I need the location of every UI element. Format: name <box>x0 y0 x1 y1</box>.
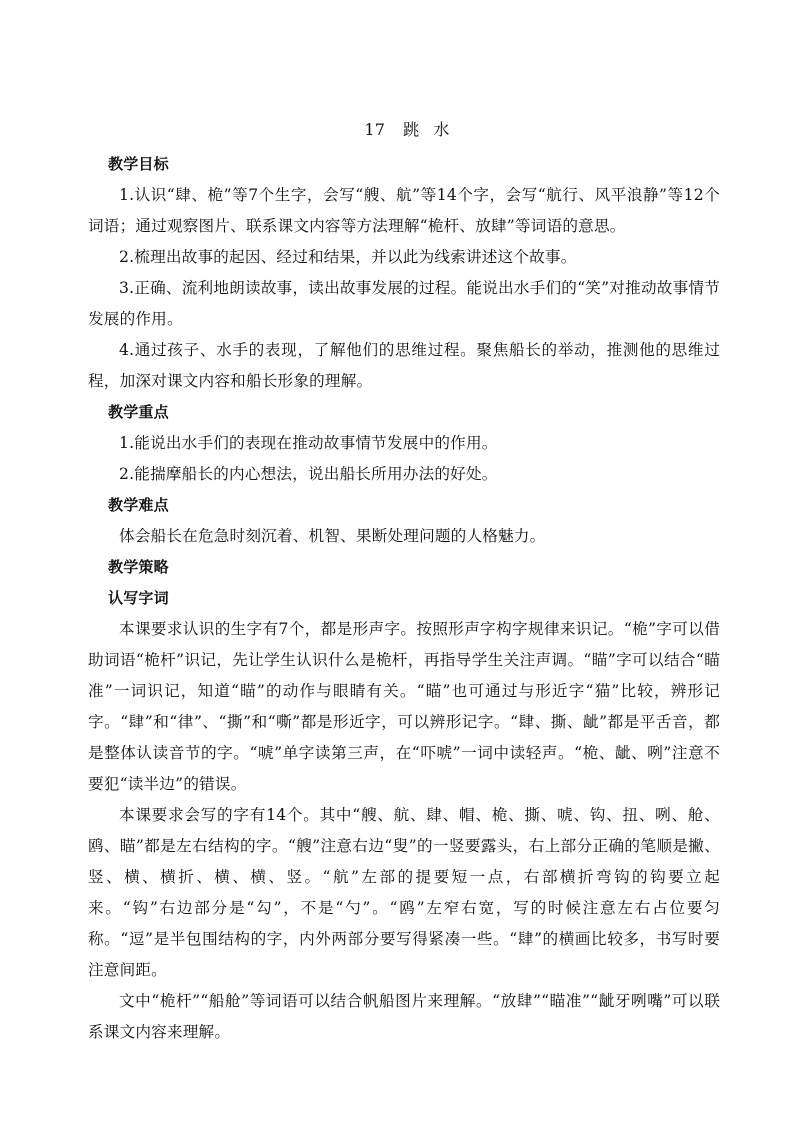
difficulty-text: 体会船长在危急时刻沉着、机智、果断处理问题的人格魅力。 <box>119 527 546 545</box>
key-point-item: 1.能说出水手们的表现在推动故事情节发展中的作用。 <box>119 434 498 452</box>
page-title <box>88 118 720 142</box>
strategy-heading: 教学策略 <box>108 558 169 576</box>
title-char-2: 水 <box>433 120 450 139</box>
goals-heading: 教学目标 <box>108 155 169 173</box>
key-point-item: 2.能揣摩船长的内心想法，说出船长所用办法的好处。 <box>119 465 498 483</box>
body-paragraph: 文中“桅杆”“船舱”等词语可以结合帆船图片来理解。“放肆”“瞄准”“龇牙咧嘴”可以联系课文内容来理解。 <box>88 992 720 1041</box>
words-subheading: 认写字词 <box>108 589 169 607</box>
body-paragraph: 本课要求认识的生字有7个，都是形声字。按照形声字构字规律来识记。“桅”字可以借助词语“桅杆”识记，先让学生认识什么是桅杆，再指导学生关注声调。“瞄”字可以结合“瞄准”一词识记，知道“瞄”的动作与眼睛有关。“瞄”也可通过与形近字“猫”比较，辨形记字。“肆”和“律”、“撕”和“嘶”都是形近字，可以辨形记字。“肆、撕、龇”都是平舌音，都是整体认读音节的字。“唬”单字读第三声，在“吓唬”一词中读轻声。“桅、龇、咧”注意不要犯“读半边”的错误。 <box>88 620 720 793</box>
difficulty-heading: 教学难点 <box>108 496 169 514</box>
goal-item: 1.认识“肆、桅”等7个生字，会写“艘、航”等14个字，会写“航行、风平浪静”等12个词语；通过观察图片、联系课文内容等方法理解“桅杆、放肆”等词语的意思。 <box>88 186 720 235</box>
goal-item: 4.通过孩子、水手的表现，了解他们的思维过程。聚焦船长的举动，推测他的思维过程，加深对课文内容和船长形象的理解。 <box>88 341 720 390</box>
key-points-heading: 教学重点 <box>108 403 169 421</box>
lesson-plan-body <box>88 118 720 1048</box>
goal-item: 2.梳理出故事的起因、经过和结果，并以此为线索讲述这个故事。 <box>119 248 577 266</box>
title-char-1: 跳 <box>403 120 420 139</box>
lesson-number: 17 <box>364 120 386 139</box>
goal-item: 3.正确、流利地朗读故事，读出故事发展的过程。能说出水手们的“笑”对推动故事情节发展的作用。 <box>88 279 720 328</box>
body-paragraph: 本课要求会写的字有14个。其中“艘、航、肆、帽、桅、撕、唬、钩、扭、咧、舱、鸥、瞄”都是左右结构的字。“艘”注意右边“叟”的一竖要露头，右上部分正确的笔顺是撇、竖、横、横折、横、横、竖。“航”左部的提要短一点，右部横折弯钩的钩要立起来。“钩”右边部分是“勾”，不是“勺”。“鸥”左窄右宽，写的时候注意左右占位要匀称。“逗”是半包围结构的字，内外两部分要写得紧凑一些。“肆”的横画比较多，书写时要注意间距。 <box>88 806 720 979</box>
